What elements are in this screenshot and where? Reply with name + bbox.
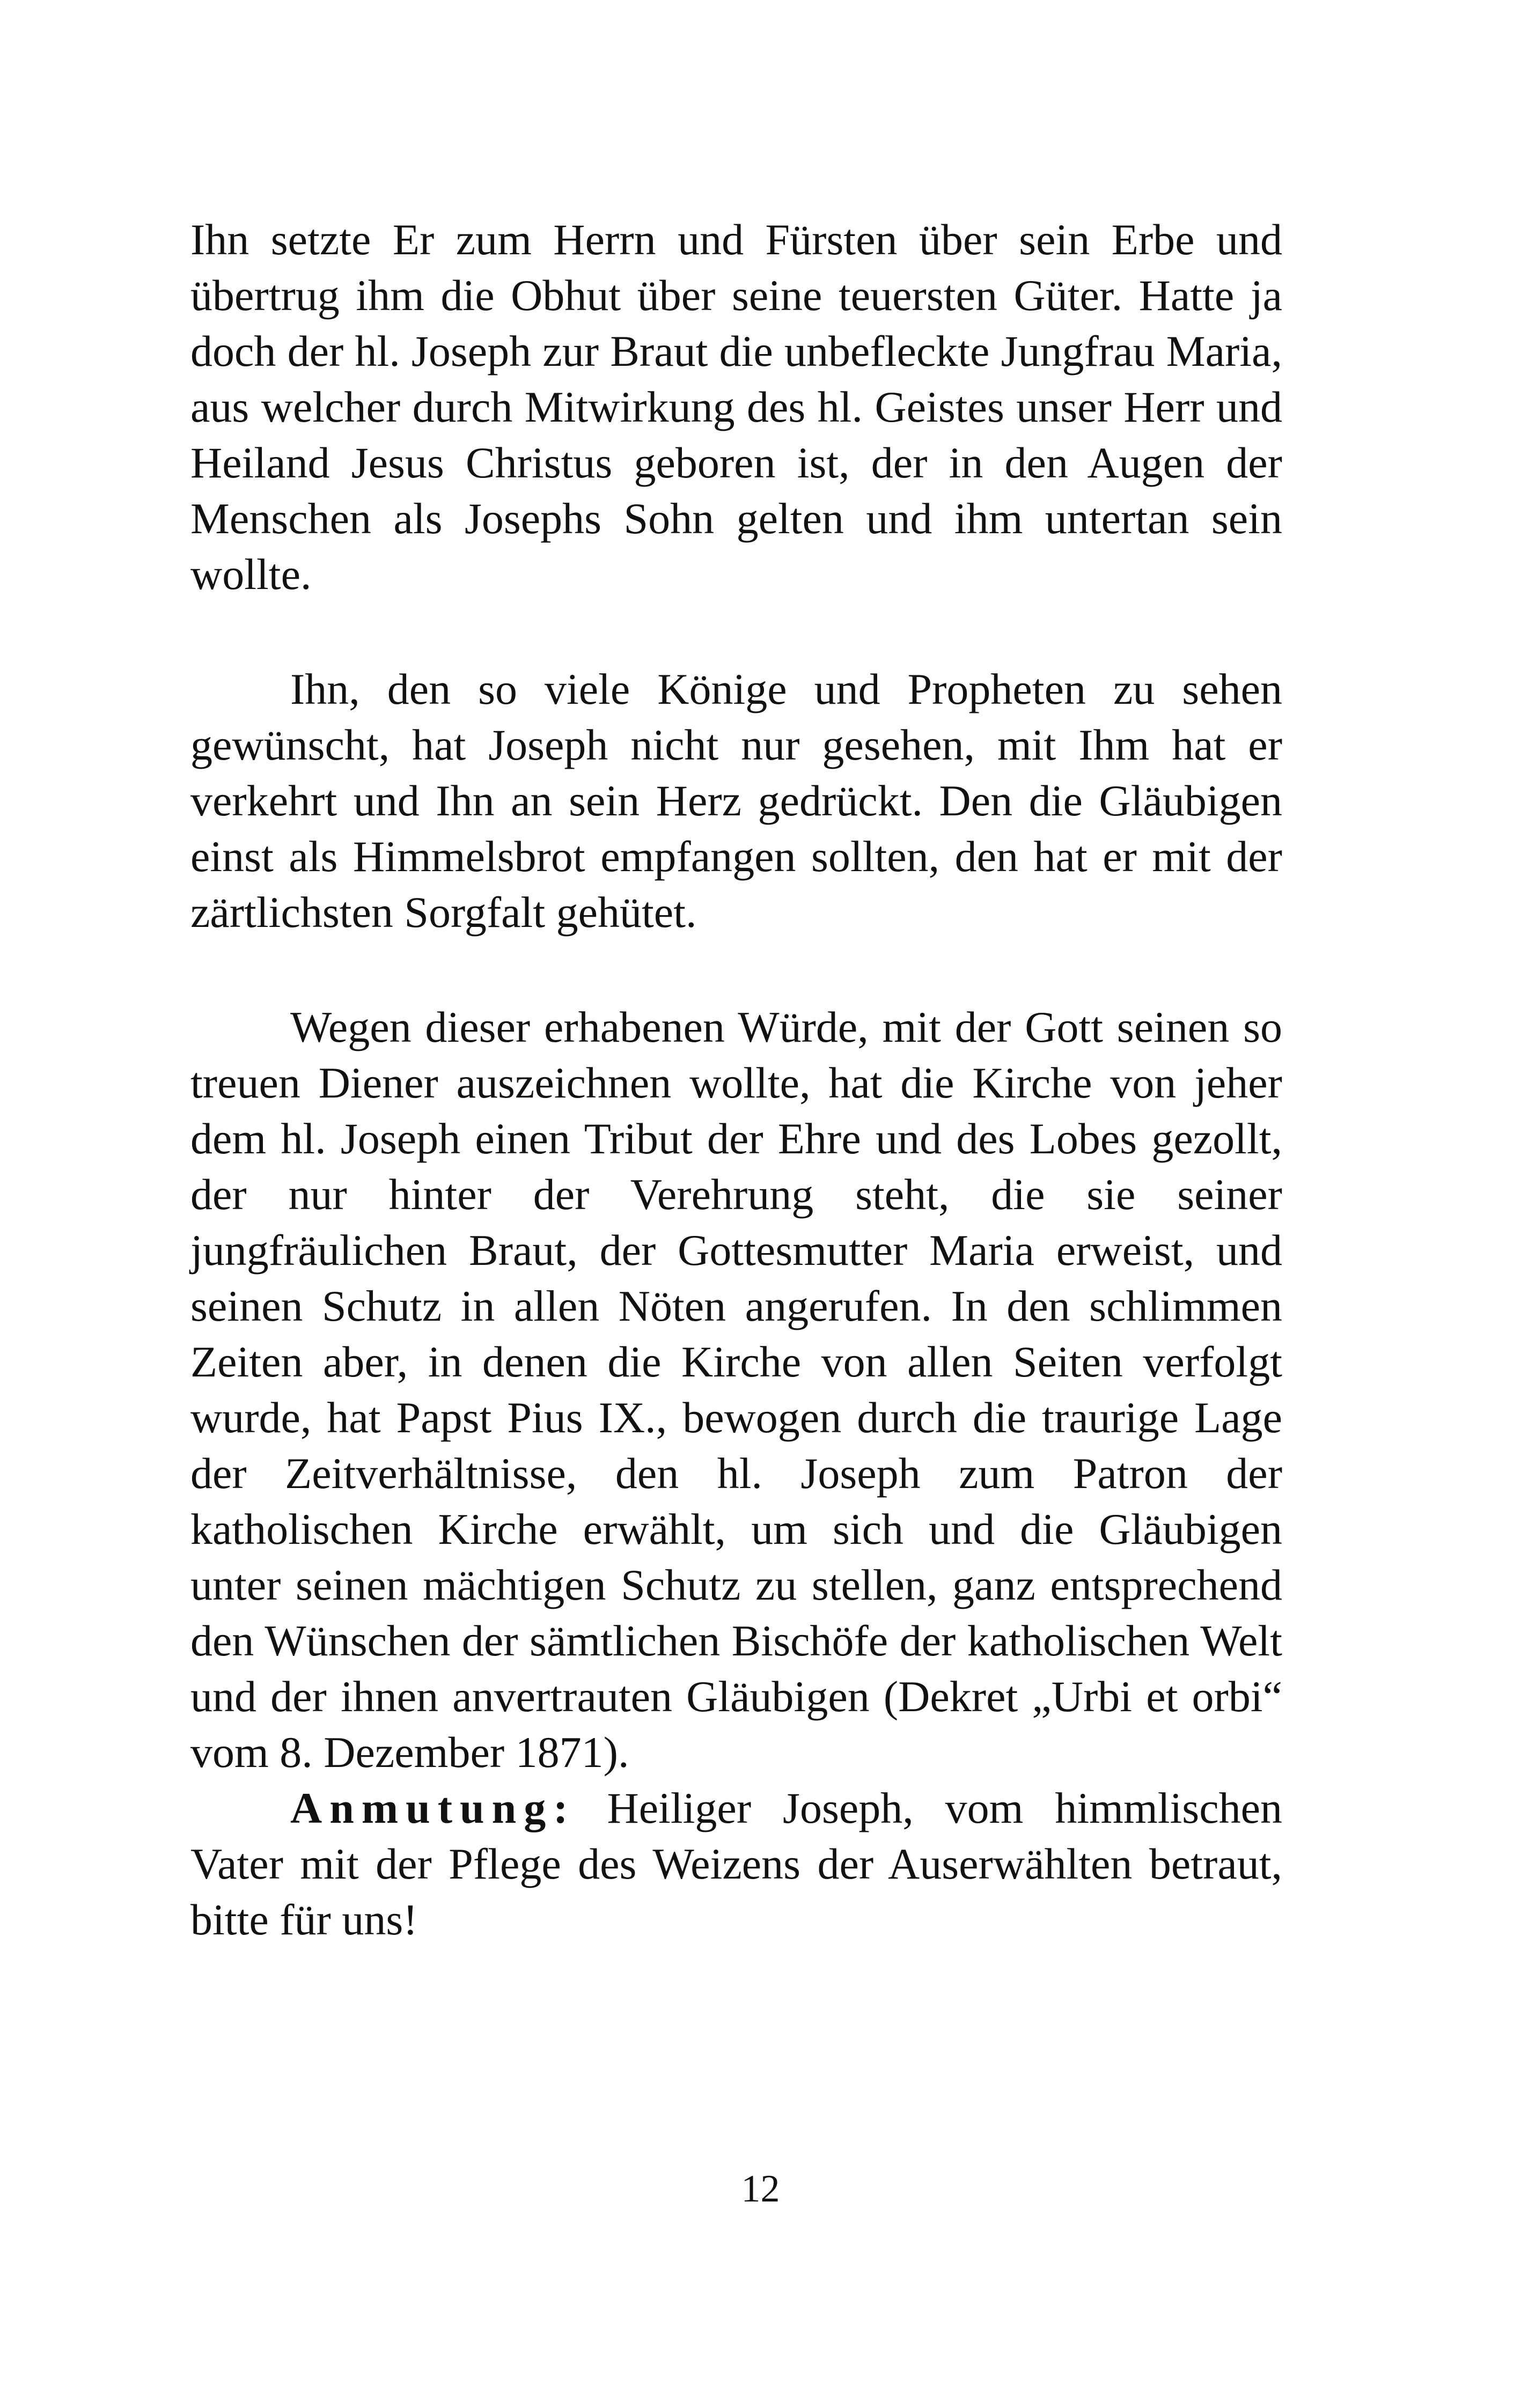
paragraph-2: Ihn, den so viele Könige und Propheten zu sehen gewünscht, hat Joseph nicht nur gesehen, mit Ihm hat er verkehrt und Ihn an sein Herz gedrückt. Den die Gläubigen einst als Himmelsbrot empfangen sollten, den hat er mit der zärtlichsten Sorgfalt gehütet. (190, 665, 1282, 937)
paragraph-1: Ihn setzte Er zum Herrn und Fürsten über sein Erbe und übertrug ihm die Obhut über seine teuersten Güter. Hatte ja doch der hl. Joseph zur Braut die unbefleckte Jungfrau Maria, aus welcher durch Mitwirkung des hl. Geistes unser Herr und Heiland Jesus Christus geboren ist, der in den Augen der Menschen als Josephs Sohn gelten und ihm untertan sein wollte. (190, 215, 1282, 599)
anmutung-label: Anmutung: (290, 1784, 576, 1832)
body-text (190, 212, 1282, 1948)
page-number: 12 (741, 2167, 780, 2210)
anmutung-paragraph (190, 1780, 1282, 1948)
anmutung-text: Heiliger Joseph, vom himmlischen Vater mit der Pflege des Weizens der Auserwählten betraut, bitte für uns! (190, 1784, 1282, 1944)
paragraph-3: Wegen dieser erhabenen Würde, mit der Gott seinen so treuen Diener auszeichnen wollte, hat die Kirche von jeher dem hl. Joseph einen Tribut der Ehre und des Lobes gezollt, der nur hinter der Verehrung steht, die sie seiner jungfräulichen Braut, der Gottesmutter Maria erweist, und seinen Schutz in allen Nöten angerufen. In den schlimmen Zeiten aber, in denen die Kirche von allen Seiten verfolgt wurde, hat Papst Pius IX., bewogen durch die traurige Lage der Zeitverhältnisse, den hl. Joseph zum Patron der katholischen Kirche erwählt, um sich und die Gläubigen unter seinen mächtigen Schutz zu stellen, ganz entsprechend den Wünschen der sämtlichen Bischöfe der katholischen Welt und der ihnen anvertrauten Gläubigen (Dekret „Urbi et orbi“ vom 8. Dezember 1871). (190, 1003, 1282, 1777)
